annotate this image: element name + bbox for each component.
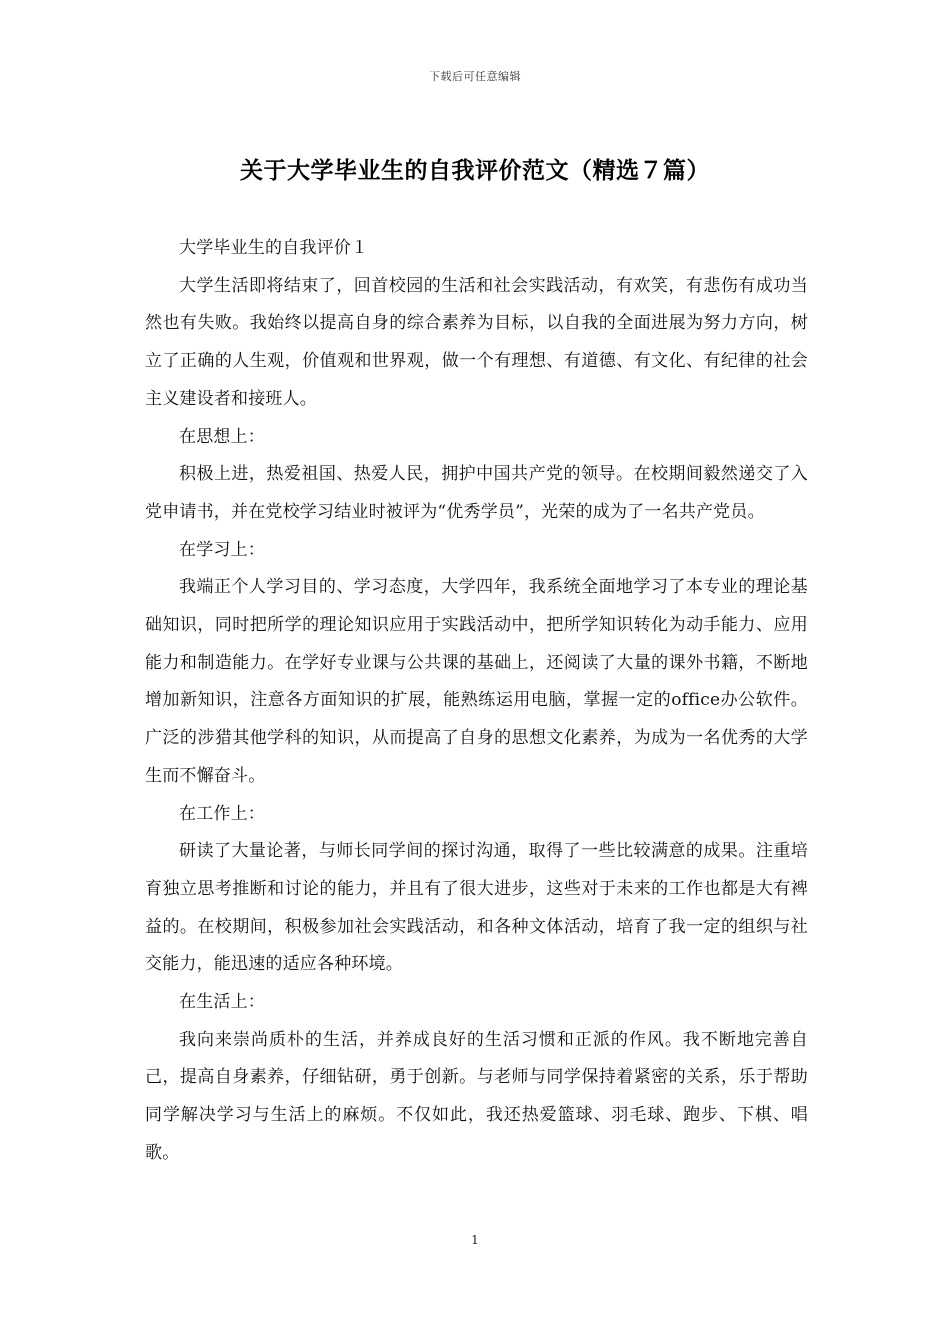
paragraph-thought: 积极上进，热爱祖国、热爱人民，拥护中国共产党的领导。在校期间毅然递交了入党申请书，并在党校学习结业时被评为“优秀学员”，光荣的成为了一名共产党员。 bbox=[145, 464, 808, 522]
subheading-work: 在工作上： bbox=[179, 803, 265, 824]
paragraph-work: 研读了大量论著，与师长同学间的探讨沟通，取得了一些比较满意的成果。注重培育独立思考推断和讨论的能力，并且有了很大进步，这些对于未来的工作也都是大有裨益的。在校期间，积极参加社会实践活动，和各种文体活动，培育了我一定的组织与社交能力，能迅速的适应各种环境。 bbox=[145, 841, 808, 975]
page-number: 1 bbox=[471, 1233, 479, 1247]
paragraph-intro: 大学生活即将结束了，回首校园的生活和社会实践活动，有欢笑，有悲伤有成功当然也有失败。我始终以提高自身的综合素养为目标，以自我的全面进展为努力方向，树立了正确的人生观，价值观和世界观，做一个有理想、有道德、有文化、有纪律的社会主义建设者和接班人。 bbox=[145, 275, 808, 409]
header-note: 下载后可任意编辑 bbox=[429, 70, 521, 83]
subheading-thought: 在思想上： bbox=[179, 426, 265, 447]
paragraph-life: 我向来崇尚质朴的生活，并养成良好的生活习惯和正派的作风。我不断地完善自己，提高自身素养，仔细钻研，勇于创新。与老师与同学保持着紧密的关系，乐于帮助同学解决学习与生活上的麻烦。不仅如此，我还热爱篮球、羽毛球、跑步、下棋、唱歌。 bbox=[145, 1029, 808, 1163]
document-title: 关于大学毕业生的自我评价范文（精选７篇） bbox=[240, 158, 710, 184]
section-heading-1: 大学毕业生的自我评价１ bbox=[179, 238, 369, 258]
subheading-study: 在学习上： bbox=[179, 539, 265, 560]
paragraph-study: 我端正个人学习目的、学习态度，大学四年，我系统全面地学习了本专业的理论基础知识，同时把所学的理论知识应用于实践活动中，把所学知识转化为动手能力、应用能力和制造能力。在学好专业课与公共课的基础上，还阅读了大量的课外书籍，不断地增加新知识，注意各方面知识的扩展，能熟练运用电脑，掌握一定的office办公软件。广泛的涉猎其他学科的知识，从而提高了自身的思想文化素养，为成为一名优秀的大学生而不懈奋斗。 bbox=[145, 577, 808, 786]
document-body bbox=[145, 230, 808, 1173]
subheading-life: 在生活上： bbox=[179, 992, 265, 1013]
